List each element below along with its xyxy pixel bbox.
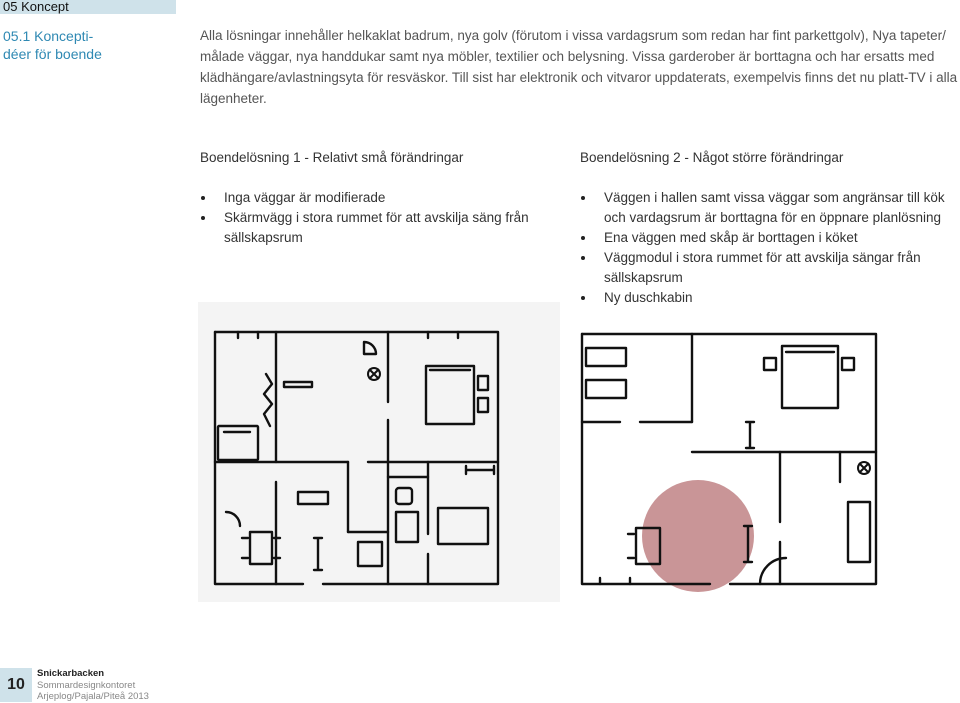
- list-item: Inga väggar är modifierade: [200, 188, 560, 208]
- solution-2-bullets: [580, 188, 950, 308]
- section-header: [0, 0, 176, 14]
- footer-line-3: Arjeplog/Pajala/Piteå 2013: [37, 691, 149, 702]
- highlight-circle: [642, 480, 754, 592]
- list-item: Skärmvägg i stora rummet för att avskilja säng från sällskapsrum: [200, 208, 560, 248]
- list-item: Väggmodul i stora rummet för att avskilja sängar från sällskapsrum: [580, 248, 950, 288]
- intro-paragraph: Alla lösningar innehåller helkaklat badrum, nya golv (förutom i vissa vardagsrum som redan har fint parkettgolv), Nya tapeter/ målade väggar, nya handdukar samt nya möbler, textilier och belysning. Vissa garderober är borttagna och har ersatts med klädhängare/avlastningsyta för resväskor. Till sist har elektronik och vitvaror uppdaterats, exempelvis finns det nu platt-TV i alla lägenheter.: [200, 28, 958, 106]
- list-item: Ny duschkabin: [580, 288, 950, 308]
- footer-line-2: Sommardesignkontoret: [37, 679, 136, 691]
- solution-1-heading: Boendelösning 1 - Relativt små förändringar: [200, 150, 464, 165]
- list-item: Väggen i hallen samt vissa väggar som angränsar till kök och vardagsrum är borttagna för en öppnare planlösning: [580, 188, 950, 228]
- floor-plan-2: [570, 322, 890, 602]
- floor-plan-1: [198, 302, 560, 602]
- section-title: 05 Koncept: [3, 0, 69, 14]
- page-number: 10: [0, 668, 32, 702]
- footer-brand: Snickarbacken: [37, 668, 105, 679]
- solution-2-heading: Boendelösning 2 - Något större förändringar: [580, 150, 844, 165]
- section-subtitle: 05.1 Koncepti- déer för boende: [3, 28, 102, 62]
- footer-credits: [37, 668, 149, 703]
- solution-1-bullets: [200, 188, 560, 248]
- list-item: Ena väggen med skåp är borttagen i köket: [580, 228, 950, 248]
